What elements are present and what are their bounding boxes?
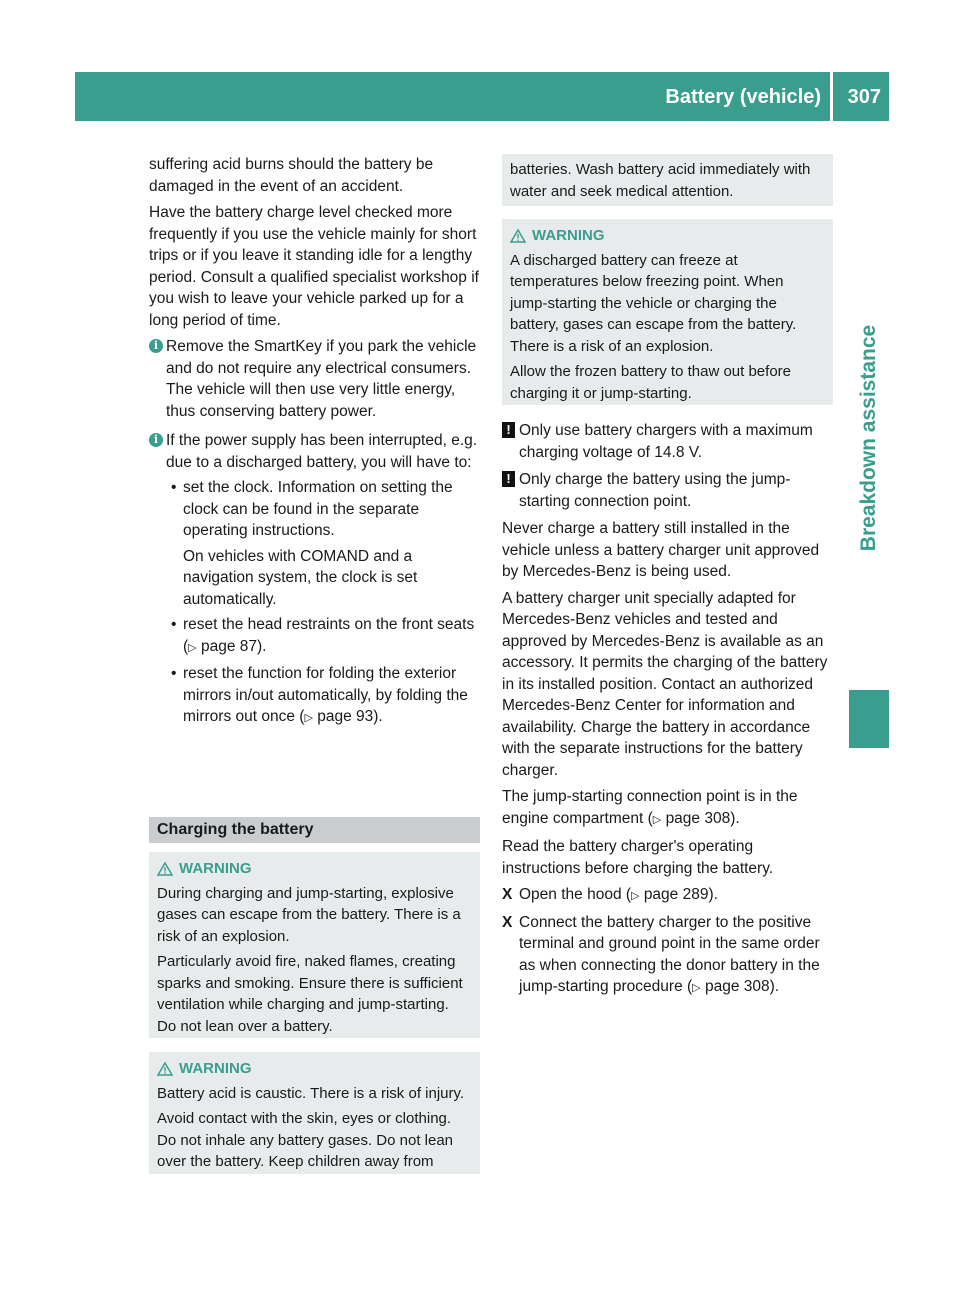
page-reference-link[interactable]: page 87 (200, 637, 257, 655)
step-item (502, 884, 835, 908)
paragraph-text: The jump-starting connection point is in the engine compartment ( (502, 788, 798, 827)
warning-text: During charging and jump-starting, explosive gases can escape from the battery. There is a risk of an explosion. (157, 884, 461, 945)
list-item (149, 477, 482, 542)
paragraph: A battery charger unit specially adapted for Mercedes-Benz vehicles and tested and approved by Mercedes-Benz is available as an accessory. It permits the charging of the battery in its installed position. Contact an authorized Mercedes-Benz Center for information and availability. Charge the battery in accordance with the separate instructions for the battery charger. (502, 589, 828, 779)
bullet-icon: • (171, 665, 177, 682)
warning-text: Allow the frozen battery to thaw out before charging it or jump-starting. (510, 363, 791, 402)
info-note (149, 336, 482, 422)
paragraph (502, 786, 835, 831)
left-column (149, 154, 482, 734)
list-item-text: reset the function for folding the exterior mirrors in/out automatically, by folding the mirrors out once ( (183, 665, 468, 725)
page-ref-arrow-icon: ▷ (304, 712, 313, 724)
warning-box-continued (502, 154, 833, 206)
caution-note (502, 469, 835, 512)
page-ref-arrow-icon: ▷ (631, 890, 640, 902)
list-item (149, 614, 482, 659)
warning-header (157, 858, 472, 880)
warning-text: Avoid contact with the skin, eyes or clothing. Do not inhale any battery gases. Do not lean over the battery. Keep children away from (157, 1110, 454, 1170)
warning-label: WARNING (179, 1060, 252, 1077)
warning-text: batteries. Wash battery acid immediately with water and seek medical attention. (510, 161, 811, 200)
info-text: If the power supply has been interrupted, e.g. due to a discharged battery, you will have to: (166, 432, 478, 471)
paragraph-tail: ). (730, 809, 740, 827)
page-header (75, 72, 889, 121)
page-reference-link[interactable]: page 308 (704, 978, 770, 995)
warning-triangle-icon (510, 229, 526, 243)
step-tail: ). (708, 886, 718, 903)
warning-header (510, 225, 825, 247)
caution-exclamation-icon: ! (502, 422, 515, 438)
list-item-text: set the clock. Information on setting the clock can be found in the separate operating instructions. (183, 479, 453, 539)
list-item-note: On vehicles with COMAND and a navigation system, the clock is set automatically. (183, 547, 418, 608)
step-arrow-icon: X (502, 913, 513, 931)
page-reference-link[interactable]: page 289 (643, 886, 709, 903)
warning-box (149, 1052, 480, 1174)
paragraph: suffering acid burns should the battery be damaged in the event of an accident. (149, 156, 434, 195)
warning-box (149, 852, 480, 1038)
warning-text: Battery acid is caustic. There is a risk of injury. (157, 1084, 465, 1102)
warning-label: WARNING (532, 227, 605, 244)
info-icon: i (149, 339, 163, 353)
info-text: Remove the SmartKey if you park the vehicle and do not require any electrical consumers. The vehicle will then use very little energy, thus conserving battery power. (166, 338, 477, 420)
page-ref-arrow-icon: ▷ (188, 641, 197, 654)
list-item-tail: ). (373, 708, 383, 725)
page-ref-arrow-icon: ▷ (652, 813, 662, 826)
side-tab-label: Breakdown assistance (857, 324, 880, 552)
bullet-icon: • (171, 479, 177, 496)
warning-text: A discharged battery can freeze at temperatures below freezing point. When jump-starting the vehicle or charging the battery, gases can escape from the battery. There is a risk of an explosion. (510, 251, 797, 355)
warning-header (157, 1058, 472, 1080)
step-tail: ). (769, 978, 780, 995)
side-tab-marker (849, 690, 889, 748)
caution-text: Only use battery chargers with a maximum charging voltage of 14.8 V. (519, 422, 813, 461)
list-item (149, 663, 482, 730)
right-column (502, 420, 835, 1004)
page-number: 307 (847, 86, 881, 108)
list-item-tail: ). (256, 637, 267, 655)
header-divider (830, 72, 833, 121)
bullet-icon: • (171, 616, 177, 633)
warning-label: WARNING (179, 860, 252, 877)
caution-exclamation-icon: ! (502, 471, 515, 487)
section-heading: Charging the battery (149, 817, 480, 843)
paragraph: Read the battery charger's operating instructions before charging the battery. (502, 838, 774, 877)
info-note (149, 430, 482, 473)
page-reference-link[interactable]: page 93 (317, 708, 374, 725)
step-arrow-icon: X (502, 886, 513, 903)
caution-text: Only charge the battery using the jump-starting connection point. (519, 471, 791, 510)
warning-text: Particularly avoid fire, naked flames, creating sparks and smoking. Ensure there is sufficient ventilation while charging and jump-starting. Do not lean over a battery. (157, 953, 463, 1035)
step-item (502, 912, 835, 1000)
caution-note (502, 420, 835, 463)
warning-triangle-icon (157, 862, 173, 876)
header-title: Battery (vehicle) (665, 86, 821, 108)
info-icon: i (149, 433, 163, 447)
paragraph: Never charge a battery still installed in the vehicle unless a battery charger unit approved by Mercedes-Benz is being used. (502, 520, 820, 580)
paragraph: Have the battery charge level checked more frequently if you use the vehicle mainly for short trips or if you leave it standing idle for a lengthy period. Consult a qualified specialist workshop if you wish to leave your vehicle parked up for a long period of time. (149, 204, 479, 329)
page-reference-link[interactable]: page 308 (665, 809, 731, 827)
list-item-text: reset the head restraints on the front seats ( (183, 616, 475, 655)
side-tab (849, 128, 889, 748)
step-text: Connect the battery charger to the positive terminal and ground point in the same order as when connecting the donor battery in the jump-starting procedure ( (519, 913, 820, 995)
warning-triangle-icon (157, 1062, 173, 1076)
warning-box (502, 219, 833, 405)
step-text: Open the hood ( (519, 886, 632, 903)
page-ref-arrow-icon: ▷ (692, 982, 701, 994)
